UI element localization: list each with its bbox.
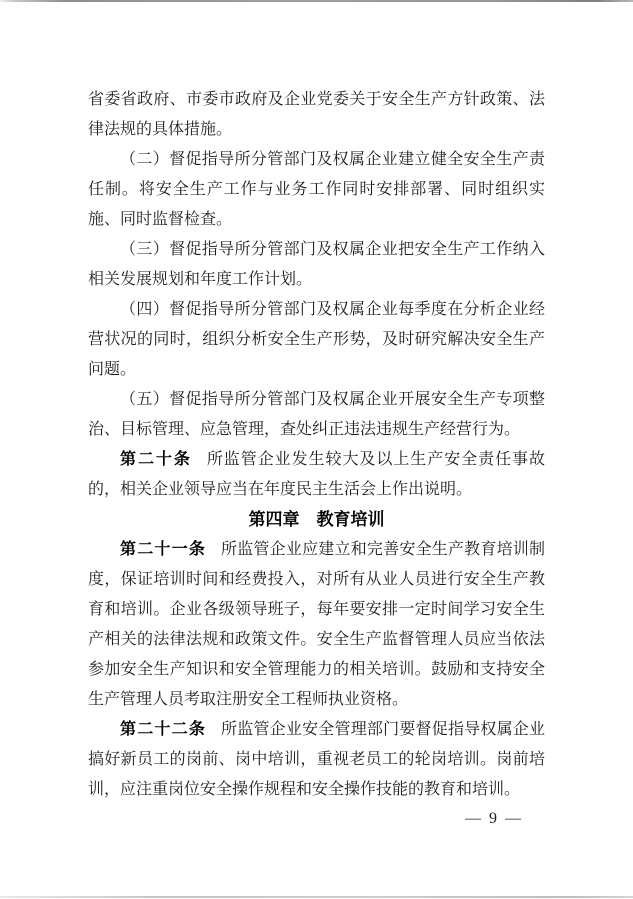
scan-edge-bottom	[0, 896, 633, 898]
document-body	[88, 85, 545, 805]
article-number: 第二十一条	[120, 541, 207, 558]
body-paragraph: 省委省政府、市委市政府及企业党委关于安全生产方针政策、法律法规的具体措施。	[88, 91, 545, 138]
article-paragraph: 第二十二条 所监管企业安全管理部门要督促指导权属企业搞好新员工的岗前、岗中培训，重视老员工的轮岗培训。岗前培训，应注重岗位安全操作规程和安全操作技能的教育和培训。	[88, 721, 545, 798]
body-paragraph: （三）督促指导所分管部门及权属企业把安全生产工作纳入相关发展规划和年度工作计划。	[88, 241, 545, 288]
article-number: 第二十二条	[120, 721, 207, 738]
page-number: — 9 —	[465, 810, 523, 827]
chapter-heading: 第四章 教育培训	[248, 510, 385, 529]
article-paragraph: 第二十一条 所监管企业应建立和完善安全生产教育培训制度，保证培训时间和经费投入，对所有从业人员进行安全生产教育和培训。企业各级领导班子，每年要安排一定时间学习安全生产相关的法律法规和政策文件。安全生产监督管理人员应当依法参加安全生产知识和安全管理能力的相关培训。鼓励和支持安全生产管理人员考取注册安全工程师执业资格。	[88, 541, 545, 708]
body-paragraph: （二）督促指导所分管部门及权属企业建立健全安全生产责任制。将安全生产工作与业务工作同时安排部署、同时组织实施、同时监督检查。	[88, 151, 545, 228]
body-paragraph: （四）督促指导所分管部门及权属企业每季度在分析企业经营状况的同时，组织分析安全生产形势，及时研究解决安全生产问题。	[88, 301, 545, 378]
article-paragraph: 第二十条 所监管企业发生较大及以上生产安全责任事故的，相关企业领导应当在年度民主生活会上作出说明。	[88, 451, 545, 498]
scan-edge-top	[0, 0, 633, 2]
body-paragraph: （五）督促指导所分管部门及权属企业开展安全生产专项整治、目标管理、应急管理，查处纠正违法违规生产经营行为。	[88, 391, 545, 438]
article-number: 第二十条	[120, 451, 192, 468]
